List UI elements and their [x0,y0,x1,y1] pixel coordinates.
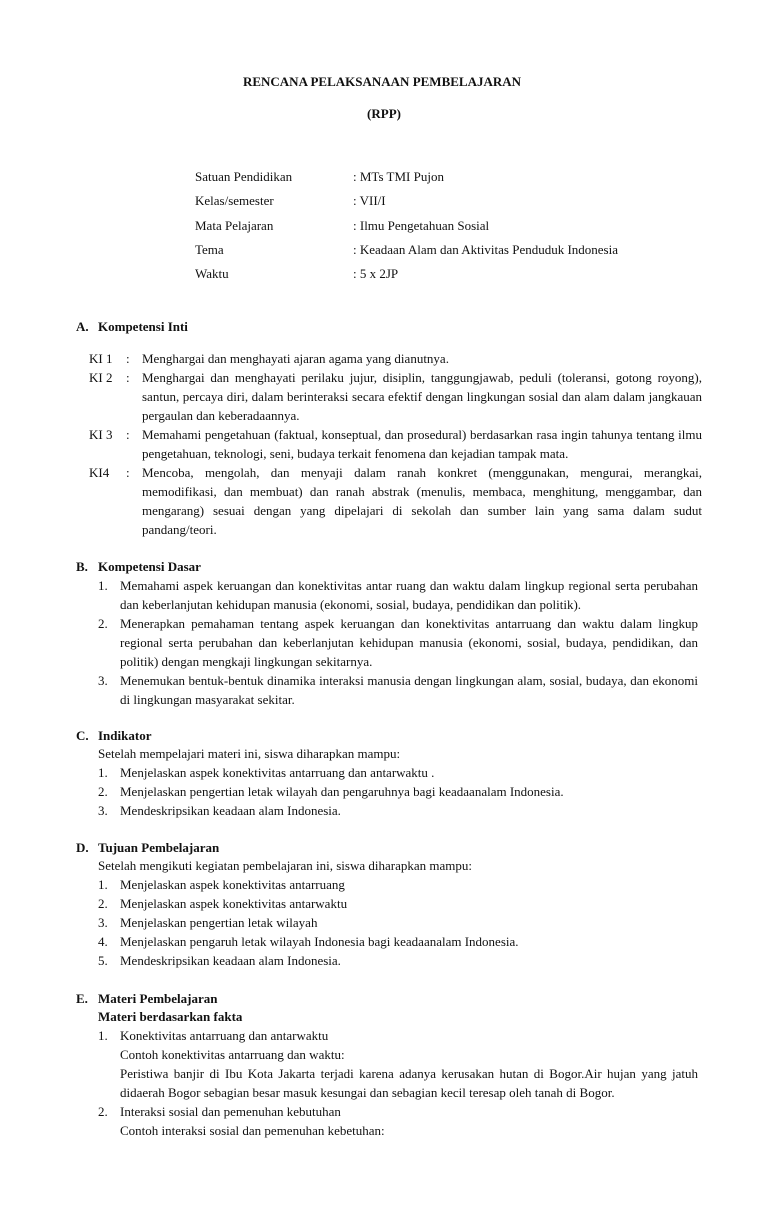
kompetensi-inti-list [89,349,703,539]
kompetensi-dasar-list [98,576,698,709]
tujuan-intro: Setelah mengikuti kegiatan pembelajaran ini, siswa diharapkan mampu: [98,858,472,873]
info-table [195,168,618,289]
ki-item: KI 3 : Memahami pengetahuan (faktual, konseptual, dan prosedural) berdasarkan rasa ingin tahunya tentang ilmu pengetahuan, teknologi, seni, budaya terkait fenomena dan kejadian tampak mata. [89,427,702,461]
kd-item: 1. Memahami aspek keruangan dan konektivitas antar ruang dan waktu dalam lingkup regional serta perubahan dan keberlanjutan kehidupan manusia (ekonomi, sosial, budaya, pendidikan dan politik). [98,578,698,612]
info-row: Waktu : 5 x 2JP [195,266,399,282]
section-heading-kompetensi-inti: A. Kompetensi Inti [76,319,188,334]
info-row: Satuan Pendidikan : MTs TMI Pujon [195,169,444,184]
tujuan-item: 5. Mendeskripsikan keadaan alam Indonesia. [98,953,341,968]
kd-item: 2. Menerapkan pemahaman tentang aspek keruangan dan konektivitas antarruang dan waktu dalam lingkup regional serta perubahan dan keberlanjutan kehidupan manusia (ekonomi, sosial, budaya, pendidikan, dan politik) dengan mengkaji lingkungan sekitarnya. [98,616,698,669]
info-row: Kelas/semester : VII/I [195,193,386,209]
materi-list [98,1007,698,1140]
tujuan-item: 2. Menjelaskan aspek konektivitas antarwaktu [98,896,348,911]
document-title: RENCANA PELAKSANAAN PEMBELAJARAN [242,74,522,89]
tujuan-item: 3. Menjelaskan pengertian letak wilayah [98,915,318,930]
kd-item: 3. Menemukan bentuk-bentuk dinamika interaksi manusia dengan lingkungan alam, sosial, budaya, dan ekonomi di lingkungan masyarakat sekitar. [98,673,698,707]
tujuan-item: 1. Menjelaskan aspek konektivitas antarruang [98,877,345,892]
materi-item: 1. Konektivitas antarruang dan antarwaktu Contoh konektivitas antarruang dan waktu: Peristiwa banjir di Ibu Kota Jakarta terjadi karena adanya kerusakan hutan di Bogor.Air hujan yang jatuh didaerah Bogor sebagian besar masuk kesungai dan sebagian kecil teresap oleh tanah di Bogor. [98,1028,698,1100]
ki-item: KI4 : Mencoba, mengolah, dan menyaji dalam ranah konkret (menggunakan, mengurai, merangkai, memodifikasi, dan membuat) dan ranah abstrak (menulis, membaca, menghitung, menggambar, dan mengarang) sesuai dengan yang dipelajari di sekolah dan sumber lain yang sama dalam sudut pandang/teori. [89,465,702,537]
indikator-intro: Setelah mempelajari materi ini, siswa diharapkan mampu: [98,746,401,761]
section-heading-materi-pembelajaran: E. Materi Pembelajaran [76,991,218,1006]
materi-example-label: Contoh konektivitas antarruang dan waktu: [120,1047,345,1062]
ki-item: KI 1 : Menghargai dan menghayati ajaran agama yang dianutnya. [89,351,449,366]
tujuan-list [98,856,698,970]
indikator-item: 1. Menjelaskan aspek konektivitas antarruang dan antarwaktu . [98,765,435,780]
ki-item: KI 2 : Menghargai dan menghayati perilaku jujur, disiplin, tanggungjawab, peduli (toleransi, gotong royong), santun, percaya diri, dalam berinteraksi secara efektif dengan lingkungan sosial dan alam dalam jangkauan pergaulan dan keberadaannya. [89,370,702,423]
materi-subtitle: Materi berdasarkan fakta [98,1009,243,1024]
materi-example-text: Peristiwa banjir di Ibu Kota Jakarta terjadi karena adanya kerusakan hutan di Bogor.Air hujan yang jatuh didaerah Bogor sebagian besar masuk kesungai dan sebagian kecil teresap oleh tanah di Bogor. [120,1066,698,1100]
section-heading-indikator: C. Indikator [76,728,152,743]
materi-item: 2. Interaksi sosial dan pemenuhan kebutuhan Contoh interaksi sosial dan pemenuhan kebetuhan: [98,1104,385,1138]
section-heading-kompetensi-dasar: B. Kompetensi Dasar [76,559,201,574]
indikator-item: 2. Menjelaskan pengertian letak wilayah dan pengaruhnya bagi keadaanalam Indonesia. [98,784,564,799]
indikator-item: 3. Mendeskripsikan keadaan alam Indonesia. [98,803,341,818]
info-row: Tema : Keadaan Alam dan Aktivitas Penduduk Indonesia [195,241,619,257]
indikator-list [98,744,698,820]
tujuan-item: 4. Menjelaskan pengaruh letak wilayah Indonesia bagi keadaanalam Indonesia. [98,934,519,949]
materi-item-title: Konektivitas antarruang dan antarwaktu [120,1028,329,1043]
materi-example-label: Contoh interaksi sosial dan pemenuhan kebetuhan: [120,1123,385,1138]
info-row: Mata Pelajaran : Ilmu Pengetahuan Sosial [195,217,490,233]
document-subtitle: (RPP) [367,106,401,121]
materi-item-title: Interaksi sosial dan pemenuhan kebutuhan [120,1104,341,1119]
section-heading-tujuan-pembelajaran: D. Tujuan Pembelajaran [76,840,220,855]
